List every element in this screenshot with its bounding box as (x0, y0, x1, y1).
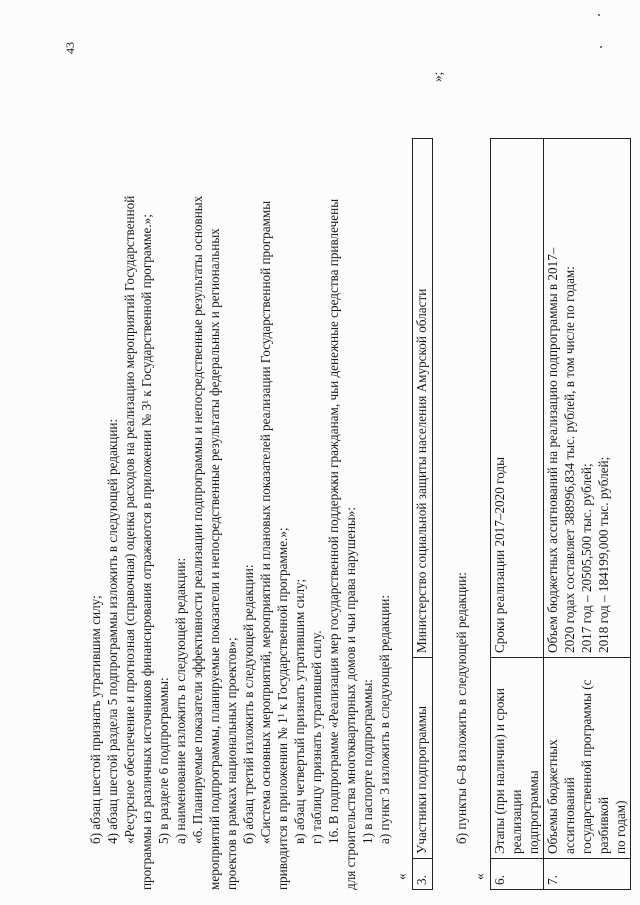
text-line: для строительства многоквартирных домов и чьи права нарушены»: (343, 506, 358, 890)
text-line: 16. В подпрограмме «Реализация мер государственной поддержки гражданам, чьи денежные средства привлечены (326, 198, 341, 844)
row-label (491, 658, 544, 859)
value-line: 2017 год – 20505,500 тыс. рублей; (578, 463, 594, 653)
label-line: по годам) (612, 800, 628, 854)
text-line: а) пункт 3 изложить в следующей редакции: (377, 594, 392, 844)
text-line: б) абзац шестой признать утратившим силу; (88, 595, 103, 844)
page-number: 43 (63, 42, 77, 54)
row-number: 7. (544, 859, 631, 890)
text-line: мероприятий подпрограммы, планируемые показатели и непосредственные результаты федеральных и региональных (207, 228, 222, 890)
row-label (544, 658, 631, 859)
scan-speck (600, 46, 602, 48)
text-line: а) наименование изложить в следующей редакции: (173, 557, 188, 844)
text-line: 4) абзац шестой раздела 5 подпрограммы изложить в следующей редакции: (105, 418, 120, 844)
text-line: «6. Планируемые показатели эффективности реализации подпрограммы и непосредственные результаты основных (190, 195, 205, 844)
text-line: б) пункты 6–8 изложить в следующей редакции: (454, 572, 469, 844)
label-line: Этапы (при наличии) и сроки реализации (492, 688, 524, 854)
text-line: 5) в разделе 6 подпрограммы: (156, 677, 171, 844)
row-label: Участники подпрограммы (413, 658, 433, 859)
scan-speck (598, 14, 600, 16)
text-line: в) абзац четвертый признать утратившим силу; (292, 578, 307, 844)
label-line: Объемы бюджетных ассигнований (545, 739, 578, 854)
table-row (544, 139, 631, 890)
row-value (491, 139, 544, 658)
table-participants (412, 138, 433, 890)
label-line: государственной программы (с разбивкой (578, 679, 611, 854)
row-number: 3. (413, 859, 433, 890)
open-quote: « (472, 873, 487, 880)
row-value: Министерство социальной защиты населения Амурской области (413, 139, 433, 658)
value-line: 2020 годах составляет 388996,834 тыс. рублей, в том числе по годам: (562, 266, 578, 653)
text-line: 1) в паспорте подпрограммы: (360, 679, 375, 844)
text-line: программы из различных источников финансирования отражаются в приложении № 3¹ к Государственной программе.»; (139, 214, 154, 890)
row-number: 6. (491, 859, 544, 890)
open-quote: « (394, 873, 409, 880)
text-line: приводится в приложении № 1¹ к Государственной программе.»; (275, 527, 290, 890)
text-line: проектов в рамках национальных проектов»; (224, 637, 239, 890)
rotated-document-body (62, 20, 628, 890)
text-line: «Система основных мероприятий, мероприятий и плановых показателей реализации Государственной программы (258, 200, 273, 844)
text-line: б) абзац третий изложить в следующей редакции: (241, 564, 256, 844)
value-line: Сроки реализации 2017–2020 годы (492, 457, 507, 653)
close-quote: »; (430, 71, 445, 82)
value-line: 2018 год – 184199,000 тыс. рублей; (595, 456, 611, 653)
table-row (413, 139, 433, 890)
text-line: г) таблицу признать утратившей силу. (309, 630, 324, 844)
value-line: Объем бюджетных ассигнований на реализацию подпрограммы в 2017– (545, 247, 561, 653)
table-row (491, 139, 544, 890)
row-value (544, 139, 631, 658)
text-line: «Ресурсное обеспечение и прогнозная (справочная) оценка расходов на реализацию мероприятий Государственной (122, 195, 137, 844)
table-passport (490, 138, 631, 890)
label-line: подпрограммы (525, 770, 541, 854)
